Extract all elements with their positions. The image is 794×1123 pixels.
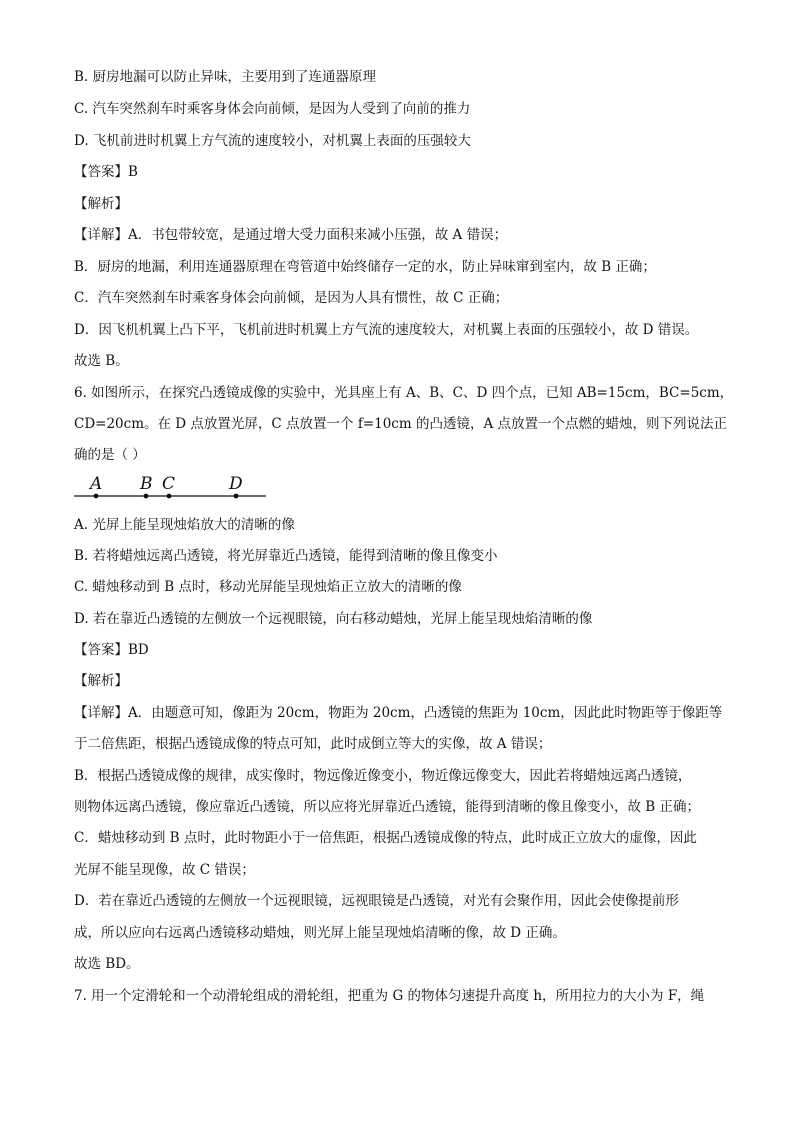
point-a-dot <box>94 494 99 499</box>
option-b-line: B. 厨房地漏可以防止异味，主要用到了连通器原理 <box>74 69 377 85</box>
explanation-line: D．因飞机机翼上凸下平，飞机前进时机翼上方气流的速度较大，对机翼上表面的压强较小，故 D 错误。 <box>74 322 699 338</box>
explanation-line: 【详解】A．由题意可知，像距为 20cm，物距为 20cm，凸透镜的焦距为 10cm，因此此时物距等于像距等 <box>74 705 723 721</box>
option-d-line: D. 若在靠近凸透镜的左侧放一个远视眼镜，向右移动蜡烛，光屏上能呈现烛焰清晰的像 <box>74 611 593 627</box>
explanation-line: C．汽车突然刹车时乘客身体会向前倾，是因为人具有惯性，故 C 正确； <box>74 290 509 306</box>
option-b-line: B. 若将蜡烛远离凸透镜，将光屏靠近凸透镜，能得到清晰的像且像变小 <box>74 548 498 564</box>
explanation-line: 则物体远离凸透镜，像应靠近凸透镜，所以应将光屏靠近凸透镜，能得到清晰的像且像变小，故 B 正确； <box>74 799 701 815</box>
explanation-line: 光屏不能呈现像，故 C 错误； <box>74 862 255 878</box>
point-d-label: D <box>229 474 243 494</box>
explanation-line: 于二倍焦距，根据凸透镜成像的特点可知，此时成倒立等大的实像，故 A 错误； <box>74 736 552 752</box>
option-c-line: C. 蜡烛移动到 B 点时，移动光屏能呈现烛焰正立放大的清晰的像 <box>74 579 462 595</box>
question-6-stem: 确的是（ ） <box>74 447 146 463</box>
point-b-dot <box>144 494 149 499</box>
optical-bench-diagram <box>70 470 270 504</box>
point-a-label: A <box>90 474 103 494</box>
option-a-line: A. 光屏上能呈现烛焰放大的清晰的像 <box>74 517 295 533</box>
explanation-line: B．根据凸透镜成像的规律，成实像时，物远像近像变小，物近像远像变大，因此若将蜡烛远离凸透镜， <box>74 768 692 784</box>
analysis-label: 【解析】 <box>74 673 128 689</box>
point-c-label: C <box>162 474 176 494</box>
explanation-line: 成，所以应向右远离凸透镜移动蜡烛，则光屏上能呈现烛焰清晰的像，故 D 正确。 <box>74 925 566 941</box>
question-6-stem: CD=20cm。在 D 点放置光屏，C 点放置一个 f=10cm 的凸透镜，A 点放置一个点燃的蜡烛，则下列说法正 <box>74 416 728 432</box>
question-7-stem: 7. 用一个定滑轮和一个动滑轮组成的滑轮组，把重为 G 的物体匀速提升高度 h，所用拉力的大小为 F，绳 <box>74 988 705 1004</box>
option-c-line: C. 汽车突然刹车时乘客身体会向前倾，是因为人受到了向前的推力 <box>74 101 471 117</box>
explanation-line: 【详解】A．书包带较宽，是通过增大受力面积来减小压强，故 A 错误； <box>74 227 508 243</box>
option-d-line: D. 飞机前进时机翼上方气流的速度较小，对机翼上表面的压强较大 <box>74 133 471 149</box>
point-c-dot <box>167 494 172 499</box>
analysis-label: 【解析】 <box>74 196 128 212</box>
answer-label: 【答案】BD <box>74 642 149 658</box>
conclusion-line: 故选 B。 <box>74 353 129 369</box>
explanation-line: D．若在靠近凸透镜的左侧放一个远视眼镜，远视眼镜是凸透镜，对光有会聚作用，因此会使像提前形 <box>74 893 679 909</box>
explanation-line: B．厨房的地漏，利用连通器原理在弯管道中始终储存一定的水，防止异味窜到室内，故 B 正确； <box>74 259 656 275</box>
explanation-line: C．蜡烛移动到 B 点时，此时物距小于一倍焦距，根据凸透镜成像的特点，此时成正立放大的虚像，因此 <box>74 830 697 846</box>
conclusion-line: 故选 BD。 <box>74 956 140 972</box>
point-d-dot <box>234 494 239 499</box>
point-b-label: B <box>140 474 153 494</box>
answer-label: 【答案】B <box>74 164 138 180</box>
question-6-stem: 6. 如图所示，在探究凸透镜成像的实验中，光具座上有 A、B、C、D 四个点，已知 AB=15cm，BC=5cm， <box>74 385 734 401</box>
